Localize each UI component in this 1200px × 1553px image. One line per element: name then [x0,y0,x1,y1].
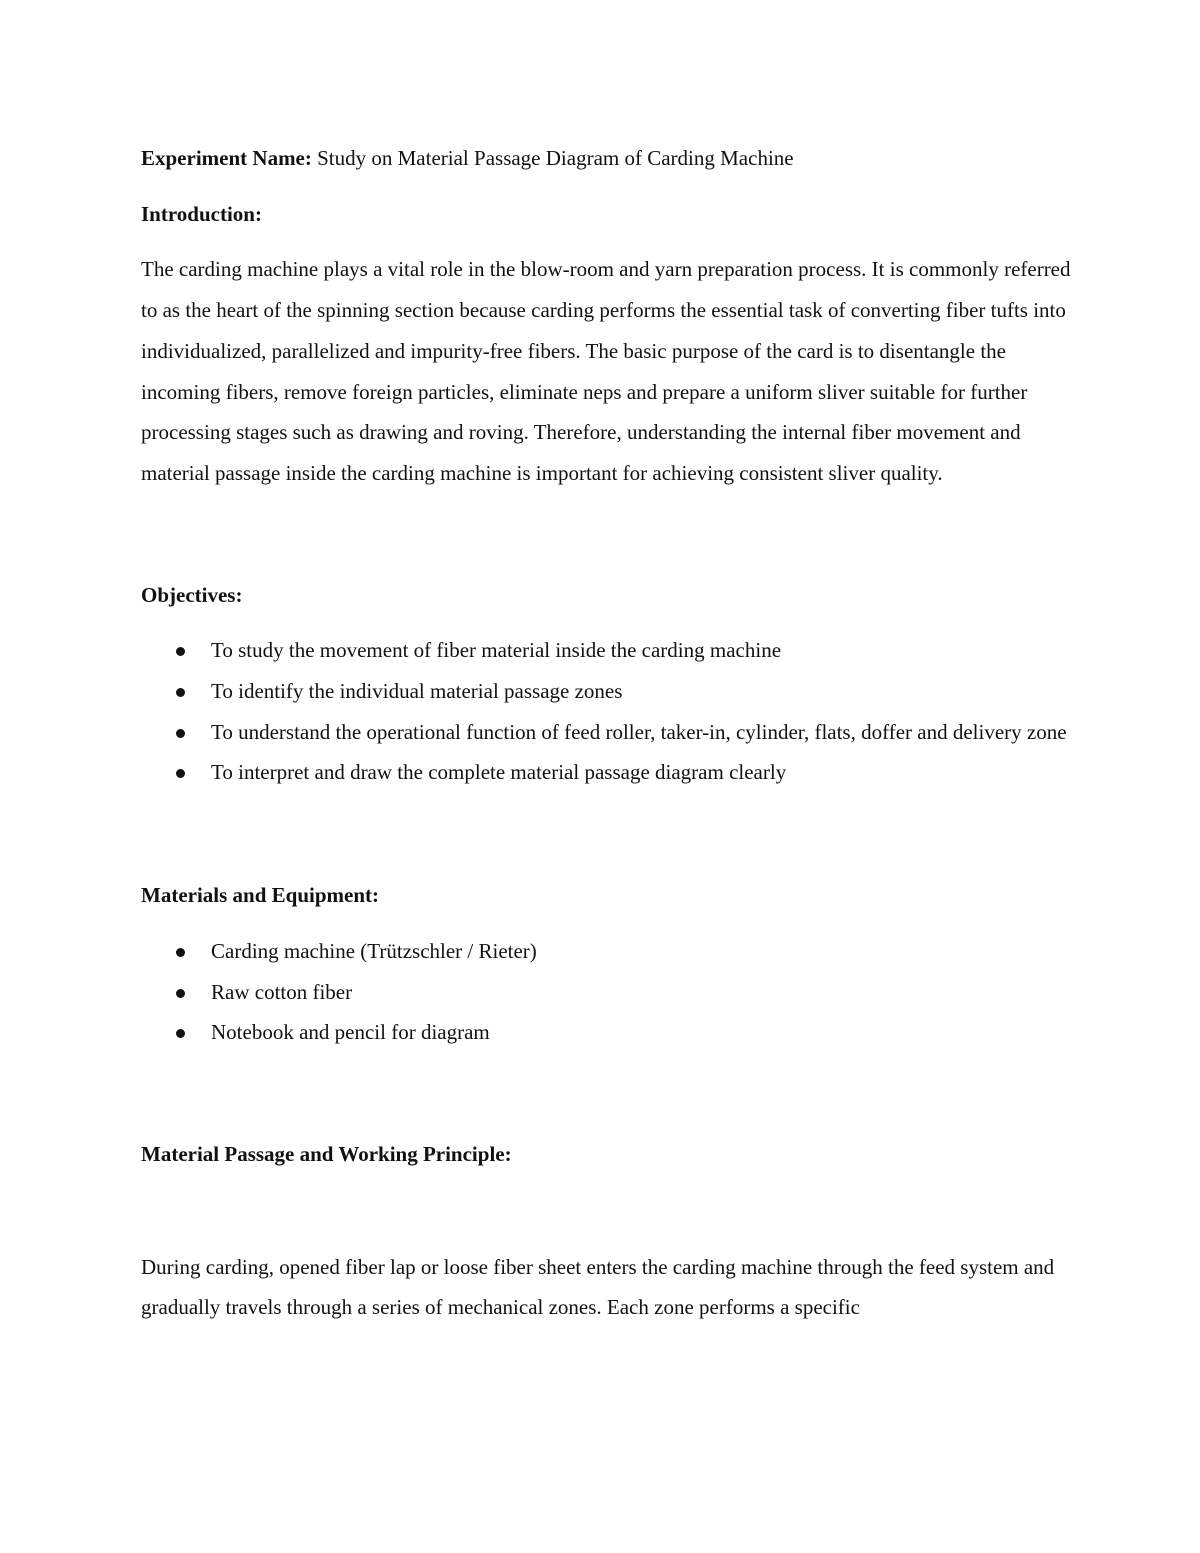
material-text: Raw cotton fiber [211,979,353,1004]
bullet-icon [176,647,185,656]
experiment-name: Study on Material Passage Diagram of Carding Machine [311,146,794,170]
list-item [141,752,1071,793]
introduction-heading: Introduction: [141,201,262,226]
objective-text: To understand the operational function of feed roller, taker-in, cylinder, flats, doffer and delivery zone [211,719,1067,744]
introduction-paragraph: The carding machine plays a vital role in the blow-room and yarn preparation process. It is commonly referred to as the heart of the spinning section because carding performs the essential task of converting fiber tufts into individualized, parallelized and impurity-free fibers. The basic purpose of the card is to disentangle the incoming fibers, remove foreign particles, eliminate neps and prepare a uniform sliver suitable for further processing stages such as drawing and roving. Therefore, understanding the internal fiber movement and material passage inside the carding machine is important for achieving consistent sliver quality. [141,257,1071,485]
document-body [141,138,1071,1328]
list-item [141,712,1071,753]
list-item [141,1012,1071,1053]
objectives-list [141,630,1071,793]
objectives-heading: Objectives: [141,582,243,607]
list-item [141,671,1071,712]
passage-paragraph: During carding, opened fiber lap or loose fiber sheet enters the carding machine through the feed system and gradually travels through a series of mechanical zones. Each zone performs a specific [141,1254,1055,1320]
objective-text: To identify the individual material passage zones [211,679,623,704]
objective-text: To study the movement of fiber material inside the carding machine [211,638,782,663]
materials-heading: Materials and Equipment: [141,883,380,908]
list-item [141,972,1071,1013]
list-item [141,931,1071,972]
materials-list [141,931,1071,1053]
objective-text: To interpret and draw the complete material passage diagram clearly [211,760,787,785]
bullet-icon [176,729,185,738]
bullet-icon [176,688,185,697]
experiment-line [141,138,1071,179]
passage-heading: Material Passage and Working Principle: [141,1141,512,1166]
experiment-label: Experiment Name: [141,146,312,170]
bullet-icon [176,1029,185,1038]
list-item [141,630,1071,671]
bullet-icon [176,989,185,998]
material-text: Notebook and pencil for diagram [211,1020,490,1045]
material-text: Carding machine (Trützschler / Rieter) [211,938,537,963]
bullet-icon [176,948,185,957]
bullet-icon [176,769,185,778]
